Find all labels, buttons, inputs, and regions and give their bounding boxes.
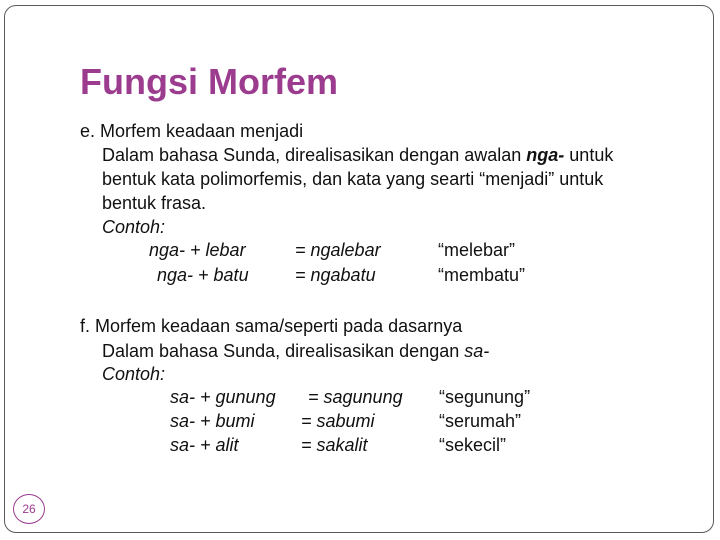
- example-meaning: “segunung”: [439, 387, 531, 407]
- example-result: = sabumi: [301, 411, 375, 431]
- example-form: sa- + alit: [170, 435, 239, 455]
- section-e-desc-text-end: untuk: [564, 145, 614, 165]
- section-f-example-label: Contoh:: [102, 364, 166, 384]
- section-e-description-line-1: [102, 144, 613, 166]
- section-f-heading: f. Morfem keadaan sama/seperti pada dasarnya: [80, 316, 463, 336]
- section-f-description-line-1: [102, 340, 489, 362]
- section-e-affix: nga-: [526, 145, 565, 165]
- slide-title: Fungsi Morfem: [80, 61, 338, 102]
- example-form: nga- + batu: [157, 265, 249, 285]
- page-number-badge: [13, 494, 45, 524]
- example-meaning: “sekecil”: [439, 435, 507, 455]
- section-f-desc-text: Dalam bahasa Sunda, direalisasikan dengan: [102, 341, 465, 361]
- example-result: = sagunung: [308, 387, 403, 407]
- example-meaning: “serumah”: [439, 411, 522, 431]
- example-result: = sakalit: [301, 435, 368, 455]
- section-e-desc-text: Dalam bahasa Sunda, direalisasikan dengan awalan: [102, 145, 527, 165]
- section-e-example-label: Contoh:: [102, 217, 166, 237]
- example-result: = ngabatu: [295, 265, 376, 285]
- section-e-description-line-3: bentuk frasa.: [102, 193, 207, 213]
- example-form: nga- + lebar: [149, 240, 246, 260]
- example-result: = ngalebar: [295, 240, 381, 260]
- example-meaning: “melebar”: [438, 240, 516, 260]
- example-form: sa- + bumi: [170, 411, 255, 431]
- section-e-description-line-2: bentuk kata polimorfemis, dan kata yang searti “menjadi” untuk: [102, 169, 604, 189]
- page-number: 26: [22, 502, 36, 516]
- section-f-affix: sa-: [464, 341, 490, 361]
- section-e-heading: e. Morfem keadaan menjadi: [80, 121, 304, 141]
- example-form: sa- + gunung: [170, 387, 276, 407]
- example-meaning: “membatu”: [438, 265, 526, 285]
